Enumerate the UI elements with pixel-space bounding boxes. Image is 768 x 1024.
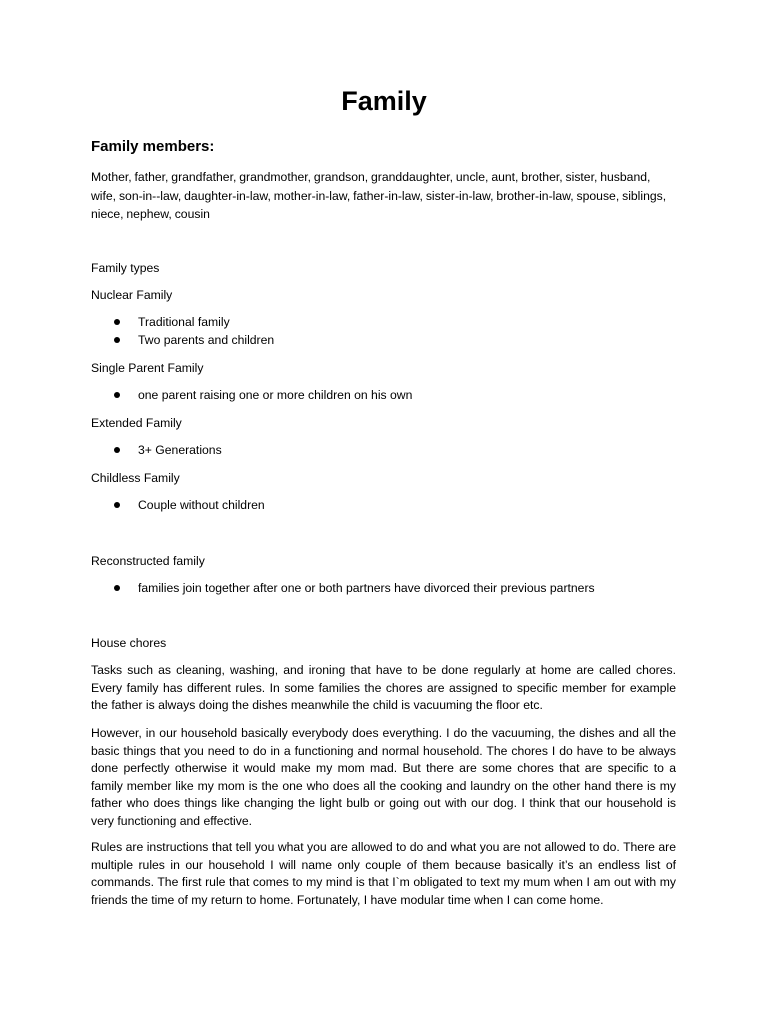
list-item [91,386,412,404]
bullet-icon [114,447,120,453]
list-item-text: one parent raising one or more children on his own [138,388,413,402]
single-parent-family-label: Single Parent Family [91,361,204,375]
list-item [91,313,274,331]
childless-family-list [91,496,265,514]
house-chores-heading: House chores [91,636,167,650]
family-members-heading: Family members: [91,138,215,155]
chores-paragraph-2: However, in our household basically everybody does everything. I do the vacuuming, the dishes and all the basic things that you need to do in a functioning and normal household. The chores I do have to be always done perfectly otherwise it would make my mom mad. But there are some chores that are specific to a family member like my mom is the one who does all the cooking and laundry on the other hand there is my father who does things like changing the light bulb or going out with our dog. I think that our household is very functioning and effective. [91,726,676,828]
list-item-text: Two parents and children [138,333,275,347]
chores-paragraph-3: Rules are instructions that tell you what you are allowed to do and what you are not allowed to do. There are multiple rules in our household I will name only couple of them because basically it’s an endless list of commands. The first rule that comes to my mind is that I`m obligated to text my mum when I am out with my friends the time of my return to home. Fortunately, I have modular time when I can come home. [91,840,676,907]
extended-family-label: Extended Family [91,416,182,430]
list-item-text: families join together after one or both partners have divorced their previous partners [138,581,595,595]
bullet-icon [114,585,120,591]
bullet-icon [114,392,120,398]
bullet-icon [114,337,120,343]
childless-family-label: Childless Family [91,471,180,485]
nuclear-family-list [91,313,274,349]
single-parent-family-list [91,386,412,404]
bullet-icon [114,319,120,325]
family-members-text: Mother, father, grandfather, grandmother, grandson, granddaughter, uncle, aunt, brother, sister, husband, wife, son-in--law, daughter-in-law, mother-in-law, father-in-law, sister-in-law, brother-in-law, spouse, siblings, niece, nephew, cousin [91,170,667,221]
list-item-text: Couple without children [138,498,265,512]
document-title: Family [341,86,427,116]
list-item-text: 3+ Generations [138,443,222,457]
chores-paragraph-1: Tasks such as cleaning, washing, and ironing that have to be done regularly at home are called chores. Every family has different rules. In some families the chores are assigned to specific member for example the father is always doing the dishes meanwhile the child is vacuuming the floor etc. [91,663,676,713]
extended-family-list [91,441,222,459]
list-item [91,331,274,349]
reconstructed-family-label: Reconstructed family [91,554,205,568]
bullet-icon [114,502,120,508]
list-item [91,496,265,514]
list-item [91,441,222,459]
family-types-heading: Family types [91,261,160,275]
list-item-text: Traditional family [138,315,230,329]
nuclear-family-label: Nuclear Family [91,288,173,302]
reconstructed-family-list [91,579,595,597]
list-item [91,579,595,597]
